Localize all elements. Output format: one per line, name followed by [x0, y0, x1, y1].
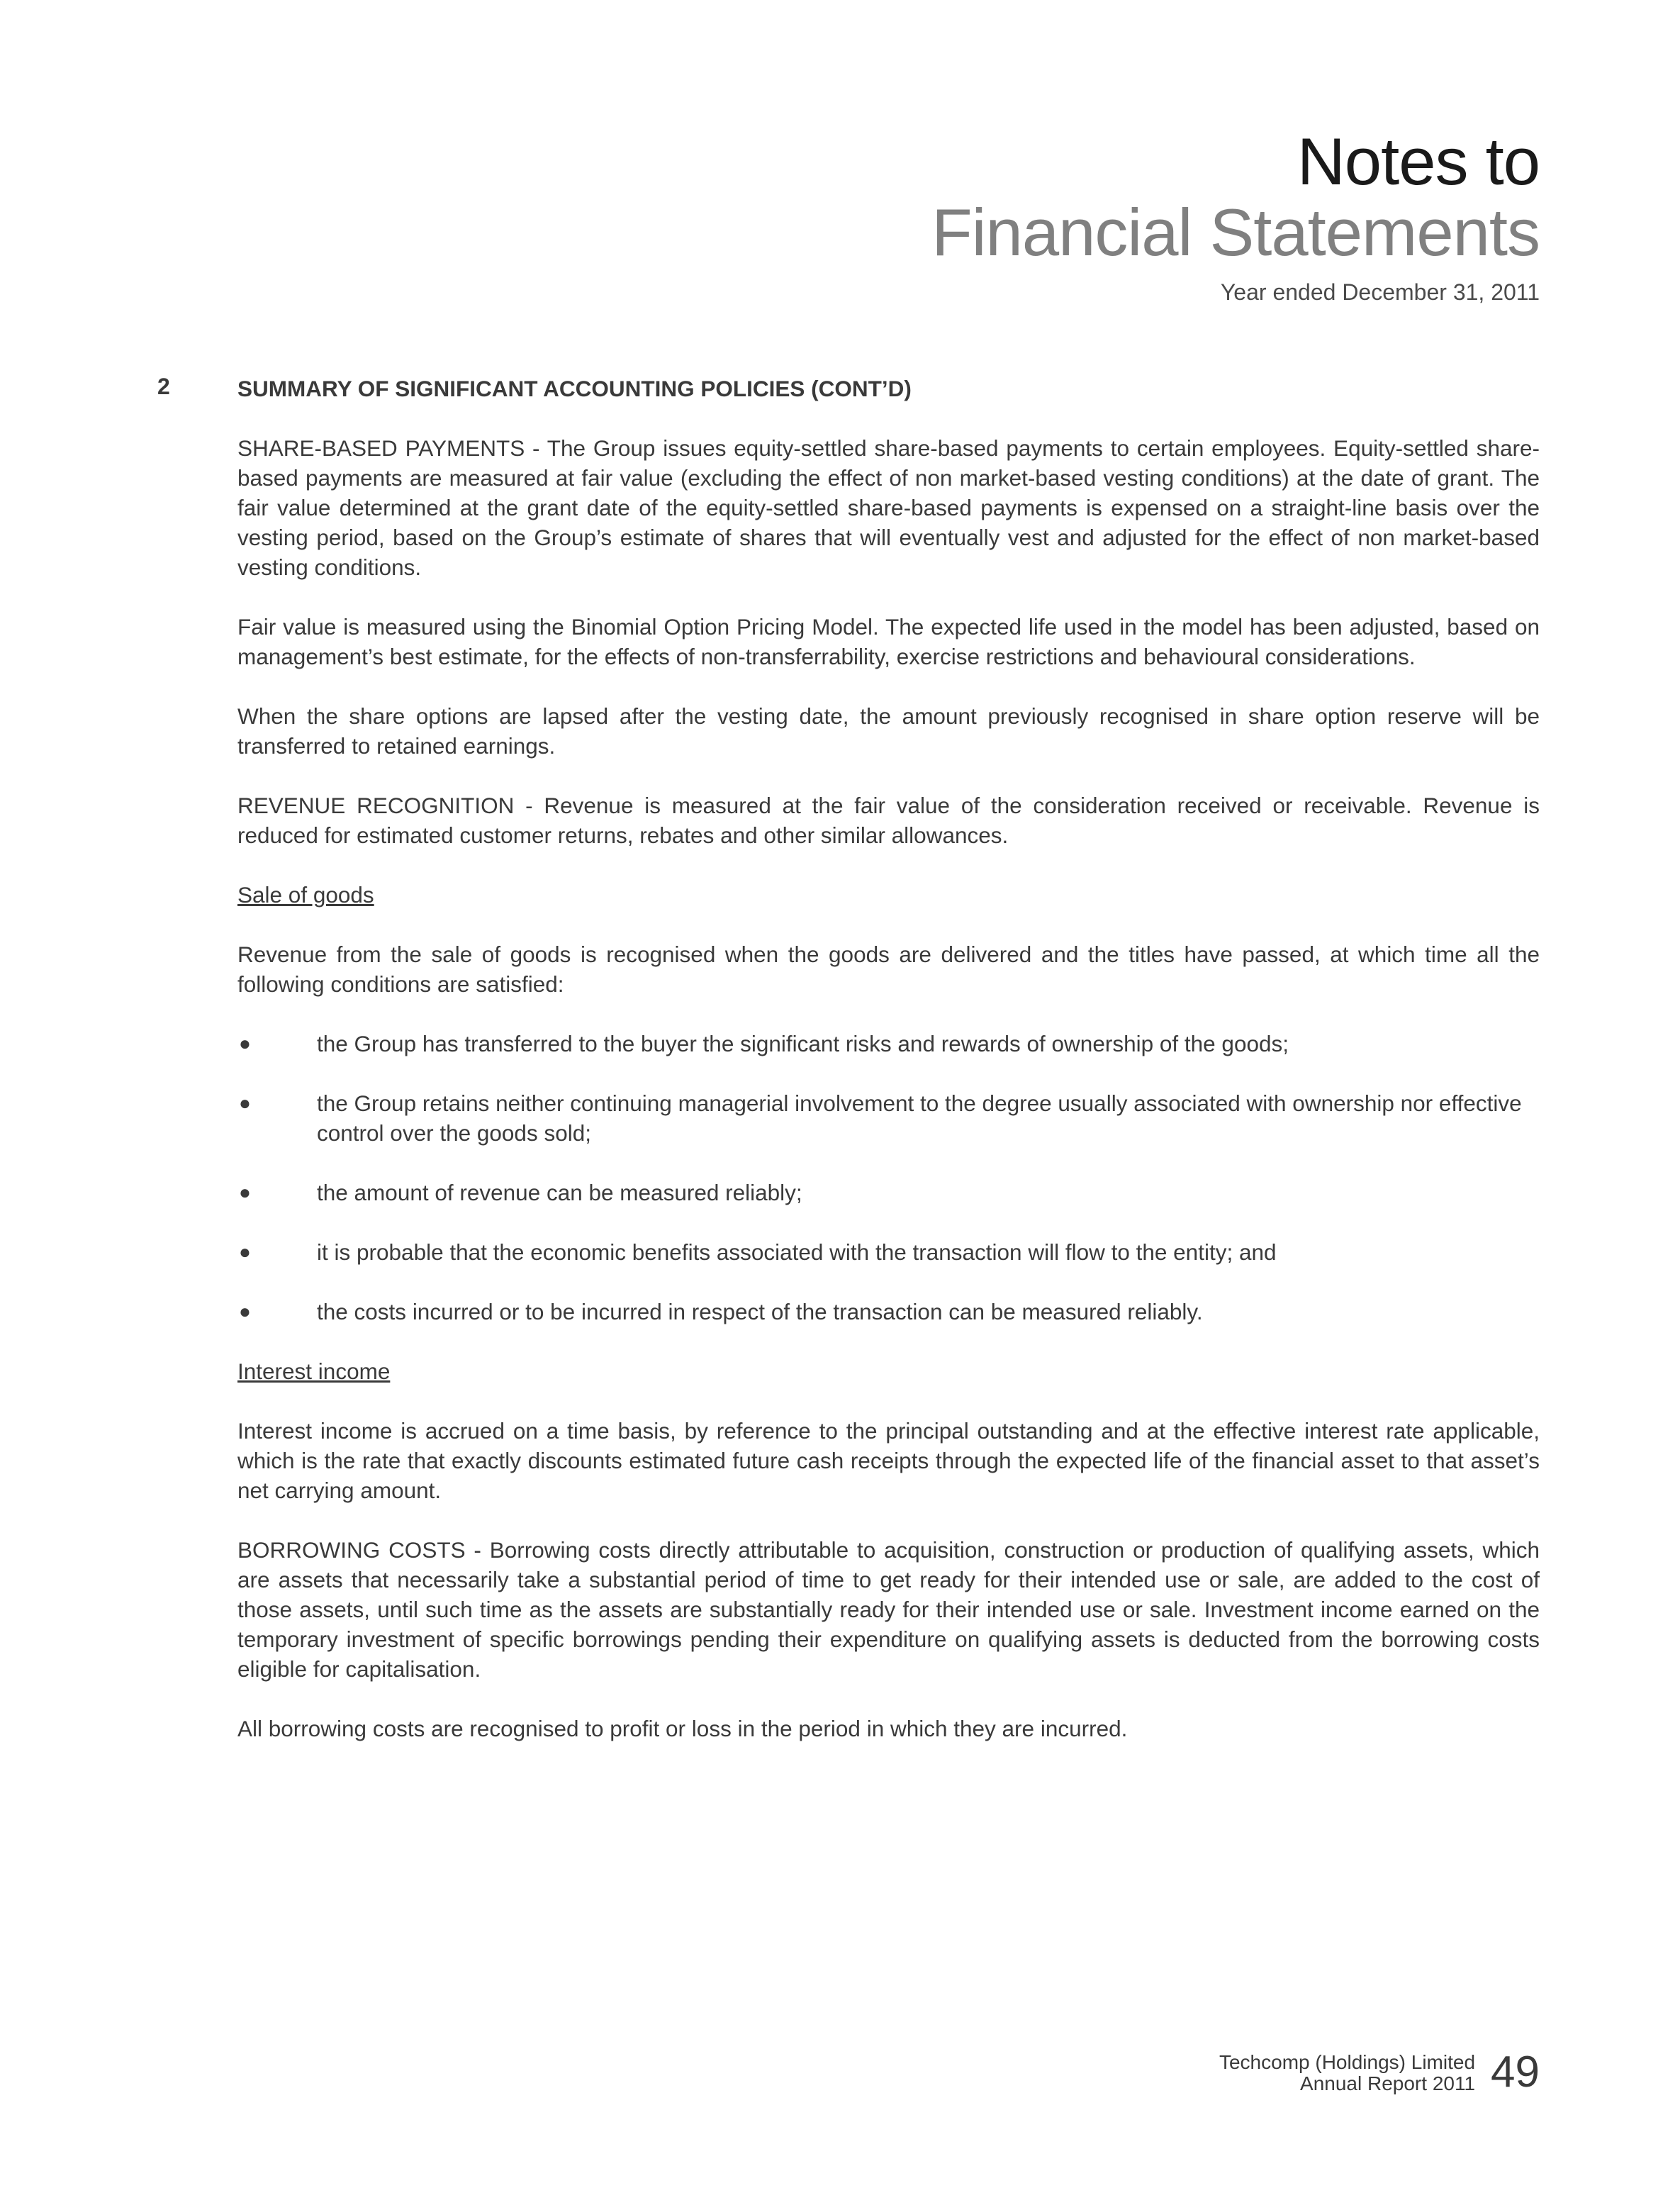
- list-item-text: the amount of revenue can be measured reliably;: [317, 1180, 802, 1205]
- bullet-icon: ●: [239, 1241, 251, 1263]
- list-item-text: the costs incurred or to be incurred in respect of the transaction can be measured reliably.: [317, 1299, 1203, 1324]
- page-footer: [1219, 2048, 1540, 2097]
- bullet-icon: ●: [239, 1032, 251, 1054]
- list-item: [237, 1029, 1540, 1059]
- section-title: SUMMARY OF SIGNIFICANT ACCOUNTING POLICIES (CONT’D): [237, 376, 912, 401]
- page-title-line2: Financial Statements: [931, 195, 1540, 269]
- list-item: [237, 1297, 1540, 1327]
- interest-income-paragraph: Interest income is accrued on a time basis, by reference to the principal outstanding and at the effective interest rate applicable, which is the rate that exactly discounts estimated future cash receipts through the expected life of the financial asset to that asset’s net carrying amount.: [237, 1418, 1540, 1503]
- list-item-text: it is probable that the economic benefits associated with the transaction will flow to the entity; and: [317, 1239, 1277, 1265]
- bullet-icon: ●: [239, 1092, 251, 1114]
- borrowing-costs-paragraph: BORROWING COSTS - Borrowing costs directly attributable to acquisition, construction or production of qualifying assets, which are assets that necessarily take a substantial period of time to get ready for their intended use or sale, are added to the cost of those assets, until such time as the assets are substantially ready for their intended use or sale. Investment income earned on the temporary investment of specific borrowings pending their expenditure on qualifying assets is deducted from the borrowing costs eligible for capitalisation.: [237, 1537, 1540, 1682]
- list-item: [237, 1178, 1540, 1207]
- interest-income-heading: Interest income: [237, 1358, 391, 1384]
- page-header: [931, 126, 1540, 306]
- list-item-text: the Group retains neither continuing managerial involvement to the degree usually associated with ownership nor effective control over the goods sold;: [317, 1090, 1522, 1146]
- page-title-line1: Notes to: [1297, 124, 1540, 199]
- bullet-icon: ●: [239, 1300, 251, 1322]
- list-item-text: the Group has transferred to the buyer the significant risks and rewards of ownership of the goods;: [317, 1031, 1289, 1056]
- borrowing-costs-recognition-paragraph: All borrowing costs are recognised to profit or loss in the period in which they are incurred.: [237, 1716, 1128, 1741]
- list-item: [237, 1088, 1540, 1148]
- bullet-icon: ●: [239, 1181, 251, 1203]
- section-number: 2: [157, 374, 170, 399]
- section-content: [237, 374, 1540, 1773]
- page-number: 49: [1491, 2048, 1540, 2097]
- list-item: [237, 1237, 1540, 1267]
- footer-report: Annual Report 2011: [1300, 2072, 1476, 2094]
- sale-of-goods-paragraph: Revenue from the sale of goods is recognised when the goods are delivered and the titles have passed, at which time all the following conditions are satisfied:: [237, 942, 1540, 997]
- conditions-list: [237, 1029, 1540, 1327]
- fair-value-paragraph: Fair value is measured using the Binomial Option Pricing Model. The expected life used in the model has been adjusted, based on management’s best estimate, for the effects of non-transferrability, exercise restrictions and behavioural considerations.: [237, 614, 1540, 669]
- sale-of-goods-heading: Sale of goods: [237, 882, 374, 908]
- page-subtitle: Year ended December 31, 2011: [1220, 279, 1540, 305]
- revenue-recognition-paragraph: REVENUE RECOGNITION - Revenue is measured at the fair value of the consideration received or receivable. Revenue is reduced for estimated customer returns, rebates and other similar allowances.: [237, 793, 1540, 848]
- footer-company: Techcomp (Holdings) Limited: [1219, 2051, 1476, 2073]
- share-based-payments-paragraph: SHARE-BASED PAYMENTS - The Group issues equity-settled share-based payments to certain employees. Equity-settled share-based payments are measured at fair value (excluding the effect of non market-based vesting conditions) at the date of grant. The fair value determined at the grant date of the equity-settled share-based payments is expensed on a straight-line basis over the vesting period, based on the Group’s estimate of shares that will eventually vest and adjusted for the effect of non market-based vesting conditions.: [237, 435, 1540, 580]
- footer-text: [1219, 2052, 1475, 2094]
- share-options-lapsed-paragraph: When the share options are lapsed after the vesting date, the amount previously recognised in share option reserve will be transferred to retained earnings.: [237, 703, 1540, 759]
